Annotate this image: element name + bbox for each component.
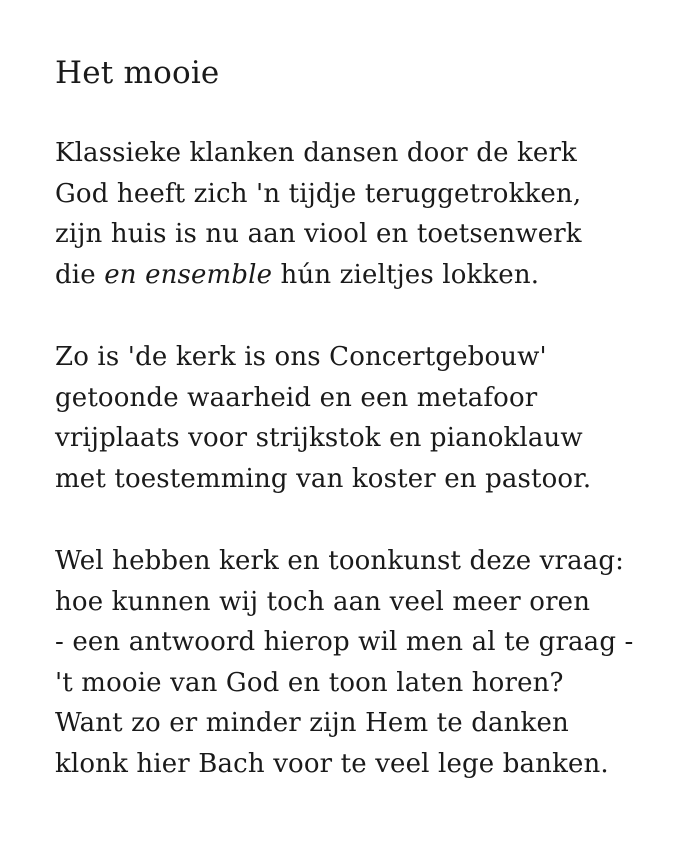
stanza-3-line-4: 't mooie van God en toon laten horen? <box>55 667 564 698</box>
stanza-3-line-6: klonk hier Bach voor te veel lege banken. <box>55 748 609 779</box>
stanza-2-line-1: Zo is 'de kerk is ons Concertgebouw' <box>55 342 547 372</box>
stanza-2 <box>55 337 685 499</box>
stanza-3-line-3: - een antwoord hierop wil men al te graag - <box>55 627 634 657</box>
stanza-3-line-1: Wel hebben kerk en toonkunst deze vraag: <box>55 546 625 576</box>
stanza-3-line-2: hoe kunnen wij toch aan veel meer oren <box>55 586 591 617</box>
poem-page <box>55 50 685 784</box>
stanza-1-line-1: Klassieke klanken dansen door de kerk <box>55 138 577 168</box>
stanza-3 <box>55 541 685 784</box>
stanza-1-line-2: God heeft zich 'n tijdje teruggetrokken, <box>55 178 582 209</box>
stanza-1-line-4 <box>55 255 685 296</box>
stanza-1-line-4-italic: en ensemble <box>104 259 273 290</box>
stanza-1 <box>55 133 685 295</box>
stanza-2-line-3: vrijplaats voor strijkstok en pianoklauw <box>55 423 583 453</box>
stanza-1-line-3: zijn huis is nu aan viool en toetsenwerk <box>55 219 582 249</box>
stanza-2-line-2: getoonde waarheid en een metafoor <box>55 382 538 413</box>
stanza-3-line-5: Want zo er minder zijn Hem te danken <box>55 708 569 738</box>
poem-title: Het mooie <box>55 55 220 91</box>
stanza-2-line-4: met toestemming van koster en pastoor. <box>55 463 592 494</box>
stanza-1-line-4-start: die <box>55 259 105 290</box>
stanza-1-line-4-end: hún zieltjes lokken. <box>272 259 540 290</box>
